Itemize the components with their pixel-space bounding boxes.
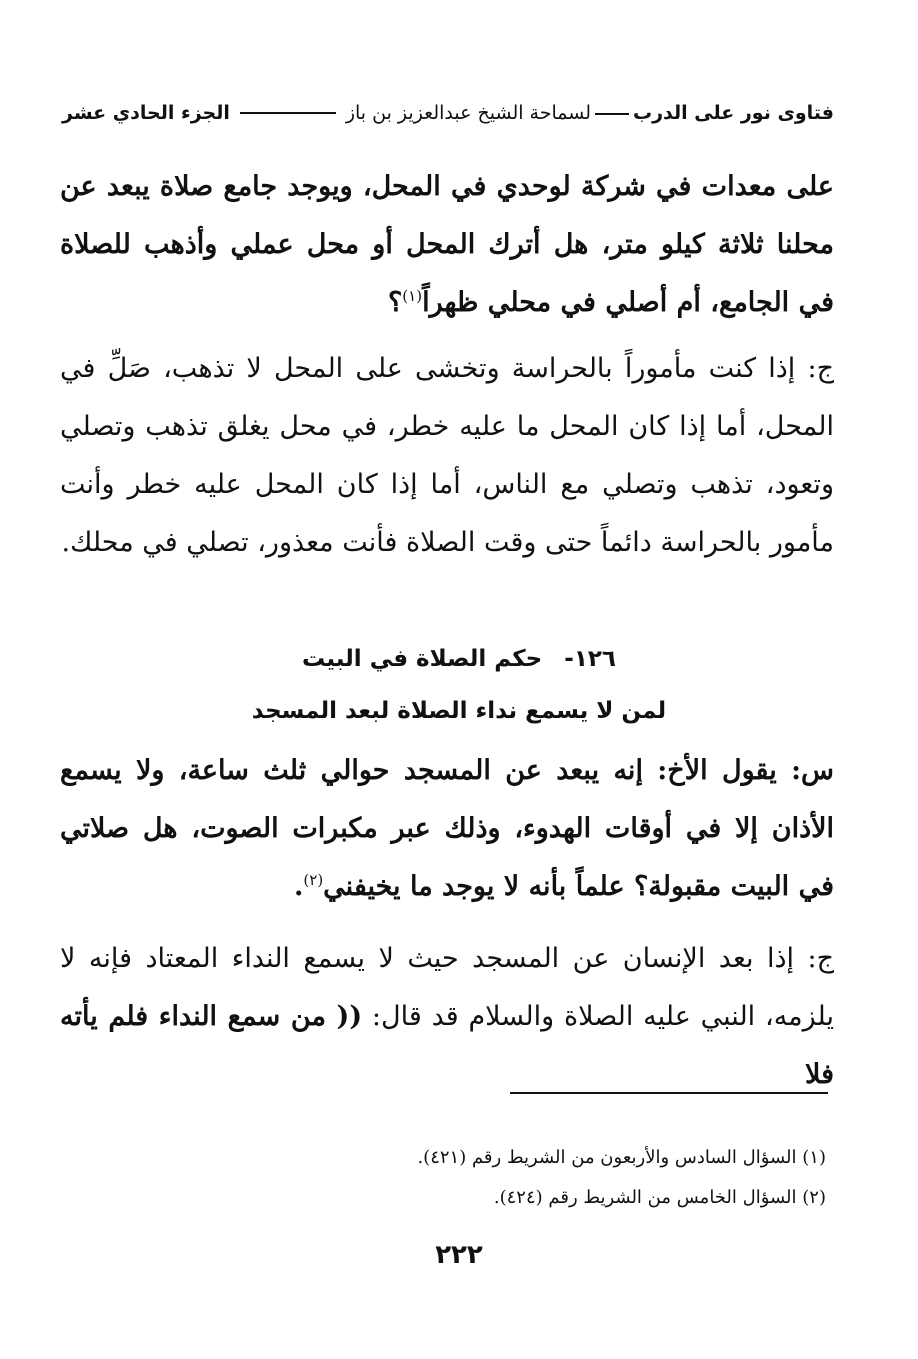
footnote-1: (١) السؤال السادس والأربعون من الشريط رقم (٤٢١). (417, 1147, 826, 1168)
footnote-2: (٢) السؤال الخامس من الشريط رقم (٤٢٤). (493, 1187, 826, 1208)
question-1-text: على معدات في شركة لوحدي في المحل، ويوجد جامع صلاة يبعد عن محلنا ثلاثة كيلو متر، هل أترك المحل أو محل عملي وأذهب للصلاة في الجامع، أم أصلي في محلي ظهراً (60, 171, 834, 318)
section-heading-line-2 (60, 698, 858, 724)
question-1-end: ؟ (387, 287, 403, 318)
section-title-line-1: حكم الصلاة في البيت (302, 646, 543, 672)
header-volume: الجزء الحادي عشر (62, 102, 230, 124)
header-book-title: فتاوى نور على الدرب (633, 102, 834, 124)
header-dash (595, 113, 629, 115)
question-2-end: . (293, 871, 304, 902)
answer-2-paragraph (60, 930, 834, 1104)
answer-1-paragraph (60, 340, 834, 572)
footnote-rule (510, 1092, 828, 1094)
footnote-ref-2: (٢) (303, 871, 324, 889)
question-2-paragraph (60, 742, 834, 916)
footnote-ref-1: (١) (402, 287, 423, 305)
question-1-paragraph (60, 158, 834, 332)
section-heading-line-1 (60, 646, 858, 672)
header-book-author (346, 102, 834, 124)
running-header (62, 96, 834, 130)
footnotes (60, 1138, 826, 1218)
section-title-line-2: لمن لا يسمع نداء الصلاة لبعد المسجد (251, 698, 667, 724)
answer-2-text: ج: إذا بعد الإنسان عن المسجد حيث لا يسمع النداء المعتاد فإنه لا يلزمه، النبي عليه الصلاة والسلام قد قال: (60, 943, 834, 1032)
header-rule (240, 112, 336, 114)
question-2-text: س: يقول الأخ: إنه يبعد عن المسجد حوالي ثلث ساعة، ولا يسمع الأذان إلا في أوقات الهدوء، وذلك عبر مكبرات الصوت، هل صلاتي في البيت مقبولة؟ علماً بأنه لا يوجد ما يخيفني (60, 755, 834, 902)
page-number: ٢٢٢ (435, 1240, 483, 1270)
answer-1-text: ج: إذا كنت مأموراً بالحراسة وتخشى على المحل لا تذهب، صَلِّ في المحل، أما إذا كان المحل ما عليه خطر، في محل يغلق تذهب وتصلي وتعود، تذهب وتصلي مع الناس، أما إذا كان المحل عليه خطر وأنت مأمور بالحراسة دائماً حتى وقت الصلاة فأنت معذور، تصلي في محلك. (60, 353, 834, 558)
header-author: لسماحة الشيخ عبدالعزيز بن باز (345, 102, 591, 124)
answer-2-hadith-quote: (( من سمع النداء فلم يأته فلا (60, 1001, 834, 1090)
section-number: ١٢٦- (564, 646, 616, 672)
